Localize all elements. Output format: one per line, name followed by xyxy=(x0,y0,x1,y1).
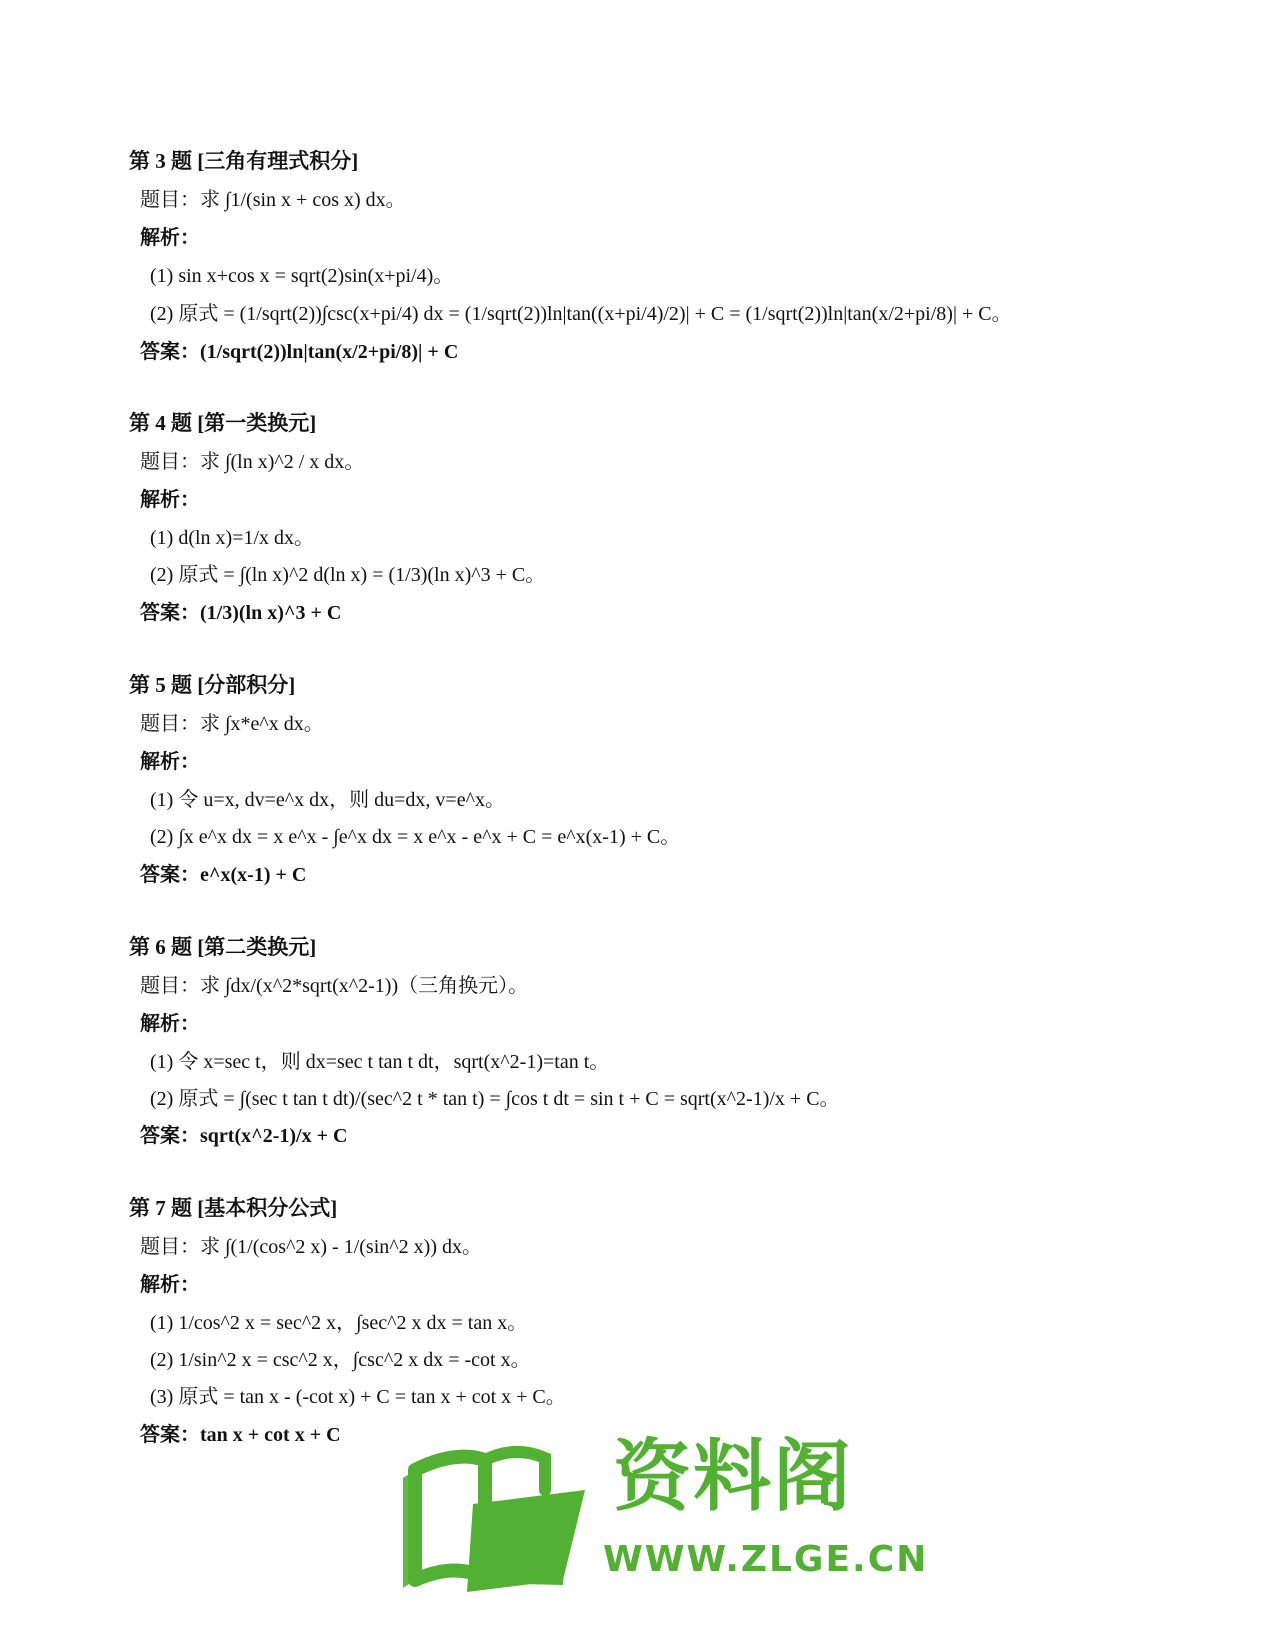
watermark-name: 资料阁 xyxy=(613,1432,854,1522)
problem-7-analysis-label: 解析： xyxy=(140,1274,200,1296)
problem-7-step-3: (3) 原式 = tan x - (-cot x) + C = tan x + cot x + C。 xyxy=(150,1386,566,1408)
problem-3-question: 题目：求 ∫1/(sin x + cos x) dx。 xyxy=(140,189,406,211)
problem-6-analysis-label: 解析： xyxy=(140,1013,200,1035)
problem-4-analysis-label: 解析： xyxy=(140,489,200,511)
problem-3-title: 第 3 题 [三角有理式积分] xyxy=(129,149,359,173)
problem-5-step-1: (1) 令 u=x, dv=e^x dx，则 du=dx, v=e^x。 xyxy=(150,789,505,811)
problem-6-title: 第 6 题 [第二类换元] xyxy=(129,935,317,959)
problem-7-question: 题目：求 ∫(1/(cos^2 x) - 1/(sin^2 x)) dx。 xyxy=(140,1236,482,1258)
problem-4-question: 题目：求 ∫(ln x)^2 / x dx。 xyxy=(140,451,365,473)
problem-4-step-1: (1) d(ln x)=1/x dx。 xyxy=(150,527,315,549)
problem-4-title: 第 4 题 [第一类换元] xyxy=(129,411,317,435)
problem-5-analysis-label: 解析： xyxy=(140,751,200,773)
problem-6-step-2: (2) 原式 = ∫(sec t tan t dt)/(sec^2 t * tan t) = ∫cos t dt = sin t + C = sqrt(x^2-1)/x + C。 xyxy=(150,1088,840,1110)
problem-6-step-1: (1) 令 x=sec t，则 dx=sec t tan t dt，sqrt(x^2-1)=tan t。 xyxy=(150,1051,610,1073)
watermark-url: WWW.ZLGE.CN xyxy=(603,1539,929,1580)
problem-6-answer: 答案：sqrt(x^2-1)/x + C xyxy=(140,1125,348,1147)
problem-7-step-2: (2) 1/sin^2 x = csc^2 x，∫csc^2 x dx = -cot x。 xyxy=(150,1349,531,1371)
problem-4-answer: 答案：(1/3)(ln x)^3 + C xyxy=(140,602,342,624)
problem-7-step-1: (1) 1/cos^2 x = sec^2 x，∫sec^2 x dx = tan x。 xyxy=(150,1312,528,1334)
watermark xyxy=(395,1430,929,1605)
problem-5-question: 题目：求 ∫x*e^x dx。 xyxy=(140,713,324,735)
problem-3-answer: 答案：(1/sqrt(2))ln|tan(x/2+pi/8)| + C xyxy=(140,341,459,363)
problem-6-question: 题目：求 ∫dx/(x^2*sqrt(x^2-1))（三角换元）。 xyxy=(140,975,529,997)
problem-5-title: 第 5 题 [分部积分] xyxy=(129,673,296,697)
problem-7-title: 第 7 题 [基本积分公式] xyxy=(129,1196,338,1220)
problem-3-step-2: (2) 原式 = (1/sqrt(2))∫csc(x+pi/4) dx = (1/sqrt(2))ln|tan((x+pi/4)/2)| + C = (1/sqrt(2))ln|tan(x/2+pi/8)| + C。 xyxy=(150,303,1012,325)
problem-7-answer: 答案：tan x + cot x + C xyxy=(140,1424,341,1446)
problem-3-step-1: (1) sin x+cos x = sqrt(2)sin(x+pi/4)。 xyxy=(150,265,454,287)
book-folder-logo-icon xyxy=(395,1430,605,1605)
problem-5-step-2: (2) ∫x e^x dx = x e^x - ∫e^x dx = x e^x - e^x + C = e^x(x-1) + C。 xyxy=(150,826,681,848)
problem-4-step-2: (2) 原式 = ∫(ln x)^2 d(ln x) = (1/3)(ln x)^3 + C。 xyxy=(150,564,546,586)
problem-5-answer: 答案：e^x(x-1) + C xyxy=(140,864,307,886)
problem-3-analysis-label: 解析： xyxy=(140,227,200,249)
